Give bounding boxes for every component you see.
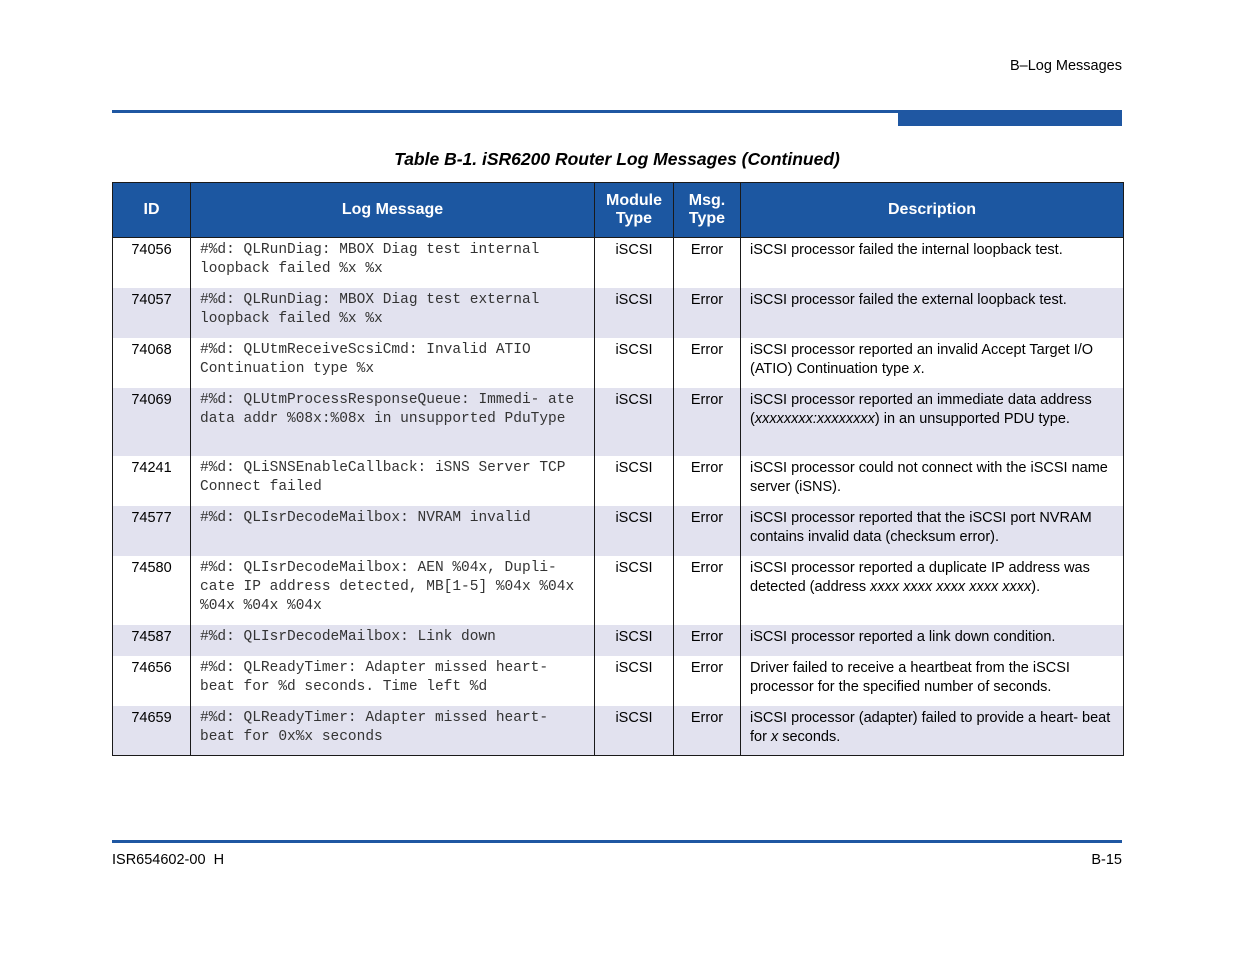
- description-suffix: ).: [1031, 578, 1041, 595]
- module-type-cell: iSCSI: [595, 456, 674, 506]
- log-id-cell: 74577: [113, 506, 191, 556]
- description-text: iSCSI processor reported a link down condition.: [750, 628, 1056, 645]
- description-text: iSCSI processor reported that the iSCSI port NVRAM contains invalid data (checksum error).: [750, 509, 1092, 545]
- table-row: [113, 706, 1124, 756]
- log-id-cell: 74068: [113, 338, 191, 388]
- table-caption: Table B-1. iSR6200 Router Log Messages (Continued): [394, 149, 840, 169]
- description-text: iSCSI processor reported an invalid Accept Target I/O (ATIO) Continuation type: [750, 341, 1094, 377]
- log-messages-table: [112, 182, 1124, 756]
- module-type-cell: iSCSI: [595, 388, 674, 456]
- log-message-cell: #%d: QLRunDiag: MBOX Diag test external loopback failed %x %x: [191, 288, 595, 338]
- table-row: [113, 338, 1124, 388]
- log-id-cell: 74587: [113, 625, 191, 656]
- log-id-cell: 74056: [113, 238, 191, 288]
- table-row: [113, 506, 1124, 556]
- log-message-cell: #%d: QLIsrDecodeMailbox: Link down: [191, 625, 595, 656]
- description-text: iSCSI processor (adapter) failed to provide a heart- beat for: [750, 709, 1111, 745]
- msg-type-cell: Error: [674, 656, 741, 706]
- module-type-cell: iSCSI: [595, 506, 674, 556]
- table-row: [113, 388, 1124, 456]
- msg-type-cell: Error: [674, 288, 741, 338]
- document-number: ISR654602-00 H: [112, 852, 225, 868]
- msg-type-cell: Error: [674, 625, 741, 656]
- msg-type-cell: Error: [674, 706, 741, 756]
- description-text: iSCSI processor failed the internal loopback test.: [750, 242, 1063, 258]
- column-header-log-message: Log Message: [191, 183, 595, 238]
- log-message-cell: #%d: QLUtmProcessResponseQueue: Immedi- ate data addr %08x:%08x in unsupported PduType: [191, 388, 595, 456]
- description-cell: [741, 706, 1124, 756]
- description-cell: [741, 656, 1124, 706]
- module-type-cell: iSCSI: [595, 338, 674, 388]
- table-header-row: [113, 183, 1124, 238]
- description-text: iSCSI processor reported an immediate data address (: [750, 391, 1092, 427]
- column-header-module-type: Module Type: [595, 183, 674, 238]
- description-cell: [741, 338, 1124, 388]
- log-id-cell: 74659: [113, 706, 191, 756]
- table-row: [113, 238, 1124, 288]
- footer-rule: [112, 840, 1122, 843]
- column-header-description: Description: [741, 183, 1124, 238]
- log-message-cell: #%d: QLReadyTimer: Adapter missed heart- beat for %d seconds. Time left %d: [191, 656, 595, 706]
- table-row: [113, 456, 1124, 506]
- log-id-cell: 74057: [113, 288, 191, 338]
- description-variable: x: [913, 360, 921, 377]
- description-variable: xxxxxxxx:xxxxxxxx: [754, 410, 875, 427]
- log-message-cell: #%d: QLiSNSEnableCallback: iSNS Server TCP Connect failed: [191, 456, 595, 506]
- description-cell: [741, 506, 1124, 556]
- column-header-id: ID: [113, 183, 191, 238]
- table-row: [113, 288, 1124, 338]
- module-type-cell: iSCSI: [595, 556, 674, 625]
- module-type-cell: iSCSI: [595, 238, 674, 288]
- description-cell: [741, 625, 1124, 656]
- page-number: B-15: [1091, 852, 1122, 868]
- description-cell: [741, 288, 1124, 338]
- running-header: B–Log Messages: [1009, 58, 1122, 74]
- description-text: iSCSI processor reported a duplicate IP address was detected (address: [750, 559, 1090, 595]
- log-message-cell: #%d: QLRunDiag: MBOX Diag test internal loopback failed %x %x: [191, 238, 595, 288]
- description-suffix: ) in an unsupported PDU type.: [874, 410, 1070, 427]
- description-cell: [741, 238, 1124, 288]
- module-type-cell: iSCSI: [595, 288, 674, 338]
- msg-type-cell: Error: [674, 238, 741, 288]
- msg-type-cell: Error: [674, 506, 741, 556]
- description-suffix: seconds.: [778, 728, 841, 745]
- msg-type-cell: Error: [674, 338, 741, 388]
- log-message-cell: #%d: QLIsrDecodeMailbox: NVRAM invalid: [191, 506, 595, 556]
- table-row: [113, 556, 1124, 625]
- description-text: iSCSI processor failed the external loopback test.: [750, 291, 1067, 308]
- log-id-cell: 74241: [113, 456, 191, 506]
- msg-type-cell: Error: [674, 388, 741, 456]
- module-type-cell: iSCSI: [595, 625, 674, 656]
- log-id-cell: 74580: [113, 556, 191, 625]
- module-type-cell: iSCSI: [595, 656, 674, 706]
- msg-type-cell: Error: [674, 456, 741, 506]
- header-accent-block: [898, 112, 1122, 126]
- description-cell: [741, 456, 1124, 506]
- log-message-cell: #%d: QLUtmReceiveScsiCmd: Invalid ATIO Continuation type %x: [191, 338, 595, 388]
- table-row: [113, 625, 1124, 656]
- log-id-cell: 74656: [113, 656, 191, 706]
- module-type-cell: iSCSI: [595, 706, 674, 756]
- table-row: [113, 656, 1124, 706]
- description-cell: [741, 388, 1124, 456]
- description-text: iSCSI processor could not connect with the iSCSI name server (iSNS).: [750, 459, 1108, 495]
- log-message-cell: #%d: QLReadyTimer: Adapter missed heart- beat for 0x%x seconds: [191, 706, 595, 756]
- description-variable: x: [770, 728, 779, 745]
- column-header-msg-type: Msg. Type: [674, 183, 741, 238]
- msg-type-cell: Error: [674, 556, 741, 625]
- description-variable: xxxx xxxx xxxx xxxx xxxx: [870, 578, 1032, 595]
- log-id-cell: 74069: [113, 388, 191, 456]
- description-suffix: .: [920, 360, 925, 377]
- description-text: Driver failed to receive a heartbeat from the iSCSI processor for the specified number of seconds.: [750, 659, 1070, 695]
- description-cell: [741, 556, 1124, 625]
- log-message-cell: #%d: QLIsrDecodeMailbox: AEN %04x, Dupli- cate IP address detected, MB[1-5] %04x %04x %04x %04x %04x: [191, 556, 595, 625]
